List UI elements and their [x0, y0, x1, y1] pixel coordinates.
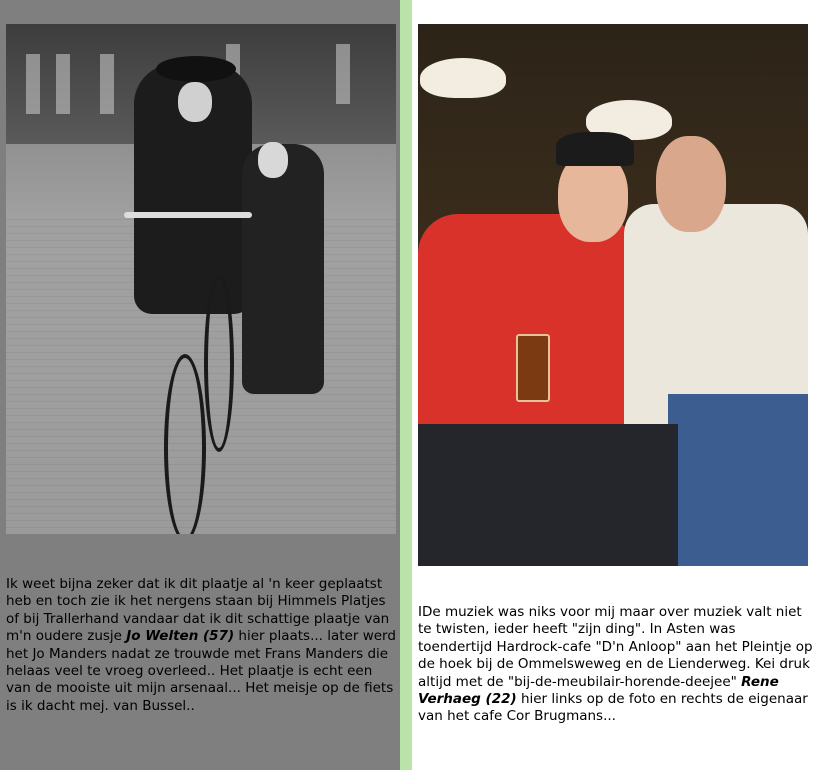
photo-cafe-men	[418, 24, 808, 566]
photo-window	[100, 54, 114, 114]
left-column	[0, 0, 400, 770]
photo-handlebar	[124, 212, 252, 218]
photo-face	[258, 142, 288, 178]
photo-jeans	[668, 394, 808, 566]
column-divider	[400, 0, 412, 770]
caption-right	[418, 604, 814, 726]
photo-face	[178, 82, 212, 122]
photo-girl-walking	[242, 144, 324, 394]
photo-hat	[156, 56, 236, 82]
caption-left	[6, 576, 398, 715]
caption-text: hier links op de foto en rechts de eigenaar van het cafe Cor Brugmans...	[418, 691, 808, 725]
caption-person-name: Rene Verhaeg (22)	[418, 673, 779, 708]
photo-lamp	[420, 58, 506, 98]
photo-girls-bicycle	[6, 24, 396, 534]
photo-trousers	[418, 424, 678, 566]
photo-face	[656, 136, 726, 232]
photo-window	[26, 54, 40, 114]
caption-text: hier plaats... later werd het Jo Manders nadat ze trouwde met Frans Manders die helaas veel te vroeg overleed.. Het plaatje is echt een van de mooiste uit mijn arsenaal... Het meisje op de fiets is ik dacht mej. van Bussel..	[6, 628, 396, 714]
photo-bicycle-wheel	[204, 274, 234, 452]
caption-text: IDe muziek was niks voor mij maar over muziek valt niet te twisten, ieder heeft "zijn ding". In Asten was toendertijd Hardrock-cafe "D'n Anloop" aan het Pleintje op de hoek bij de Ommelsweweg en de Lienderweg. Kei druk altijd met de "bij-de-meubilair-horende-deejee"	[418, 604, 813, 690]
photo-cap	[556, 132, 634, 166]
photo-window	[336, 44, 350, 104]
photo-red-shirt	[418, 214, 648, 444]
photo-bicycle-wheel	[164, 354, 206, 534]
caption-text: Ik weet bijna zeker dat ik dit plaatje al 'n keer geplaatst heb en toch zie ik het nergens staan bij Himmels Platjes of bij Trallerhand vandaar dat ik dit schattige plaatje van m'n oudere zusje	[6, 576, 390, 645]
photo-window	[56, 54, 70, 114]
caption-person-name: Jo Welten (57)	[126, 628, 235, 645]
photo-beer-glass	[516, 334, 550, 402]
right-column	[412, 0, 814, 770]
